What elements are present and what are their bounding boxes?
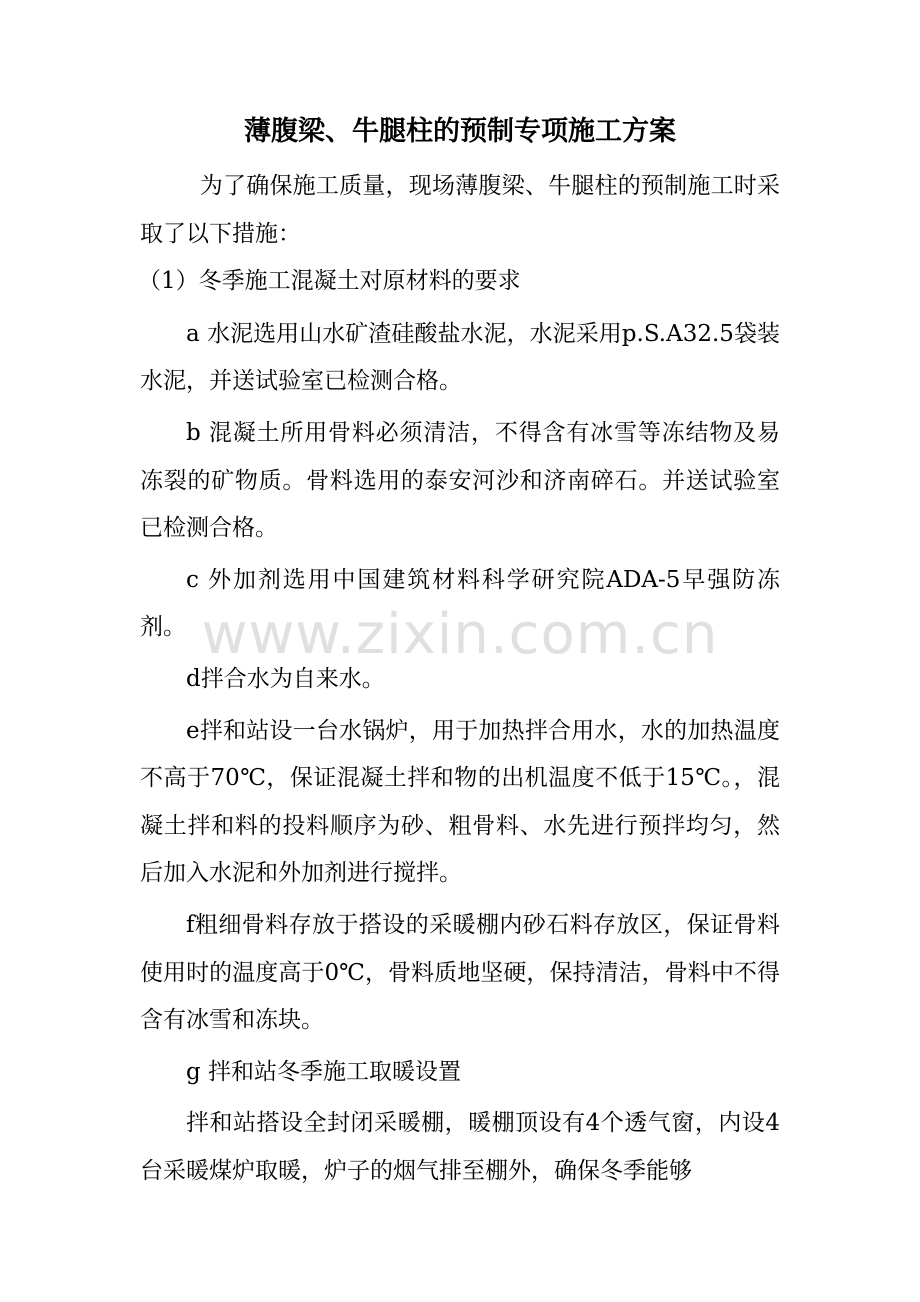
item-f-paragraph: f粗细骨料存放于搭设的采暖棚内砂石料存放区，保证骨料使用时的温度高于0℃，骨料质地坚硬，保持清洁，骨料中不得含有冰雪和冻块。: [140, 911, 780, 1034]
document-body: [140, 163, 780, 1195]
item-g-detail-paragraph: 拌和站搭设全封闭采暖棚，暖棚顶设有4个透气窗，内设4台采暖煤炉取暖，炉子的烟气排至棚外，确保冬季能够: [140, 1110, 780, 1184]
item-c-paragraph: c 外加剂选用中国建筑材料科学研究院ADA-5早强防冻剂。: [140, 566, 780, 641]
item-e-paragraph: e拌和站设一台水锅炉，用于加热拌合用水，水的加热温度不高于70℃，保证混凝土拌和物的出机温度不低于15℃。，混凝土拌和料的投料顺序为砂、粗骨料、水先进行预拌均匀，然后加入水泥和外加剂进行搅拌。: [140, 717, 780, 887]
item-g-paragraph: g 拌和站冬季施工取暖设置: [186, 1058, 462, 1085]
intro-paragraph: 为了确保施工质量，现场薄腹梁、牛腿柱的预制施工时采取了以下措施：: [140, 173, 780, 247]
item-d-paragraph: d拌合水为自来水。: [186, 665, 385, 692]
item-b-paragraph: b 混凝土所用骨料必须清洁，不得含有冰雪等冻结物及易冻裂的矿物质。骨料选用的泰安河沙和济南碎石。并送试验室已检测合格。: [140, 419, 780, 542]
item-a-paragraph: a 水泥选用山水矿渣硅酸盐水泥，水泥采用p.S.A32.5袋装水泥，并送试验室已检测合格。: [140, 320, 780, 395]
section-1-heading: （1）冬季施工混凝土对原材料的要求: [138, 268, 521, 295]
document-title: 薄腹梁、牛腿柱的预制专项施工方案: [244, 116, 676, 147]
watermark: www.zixin.com.cn: [201, 602, 719, 667]
